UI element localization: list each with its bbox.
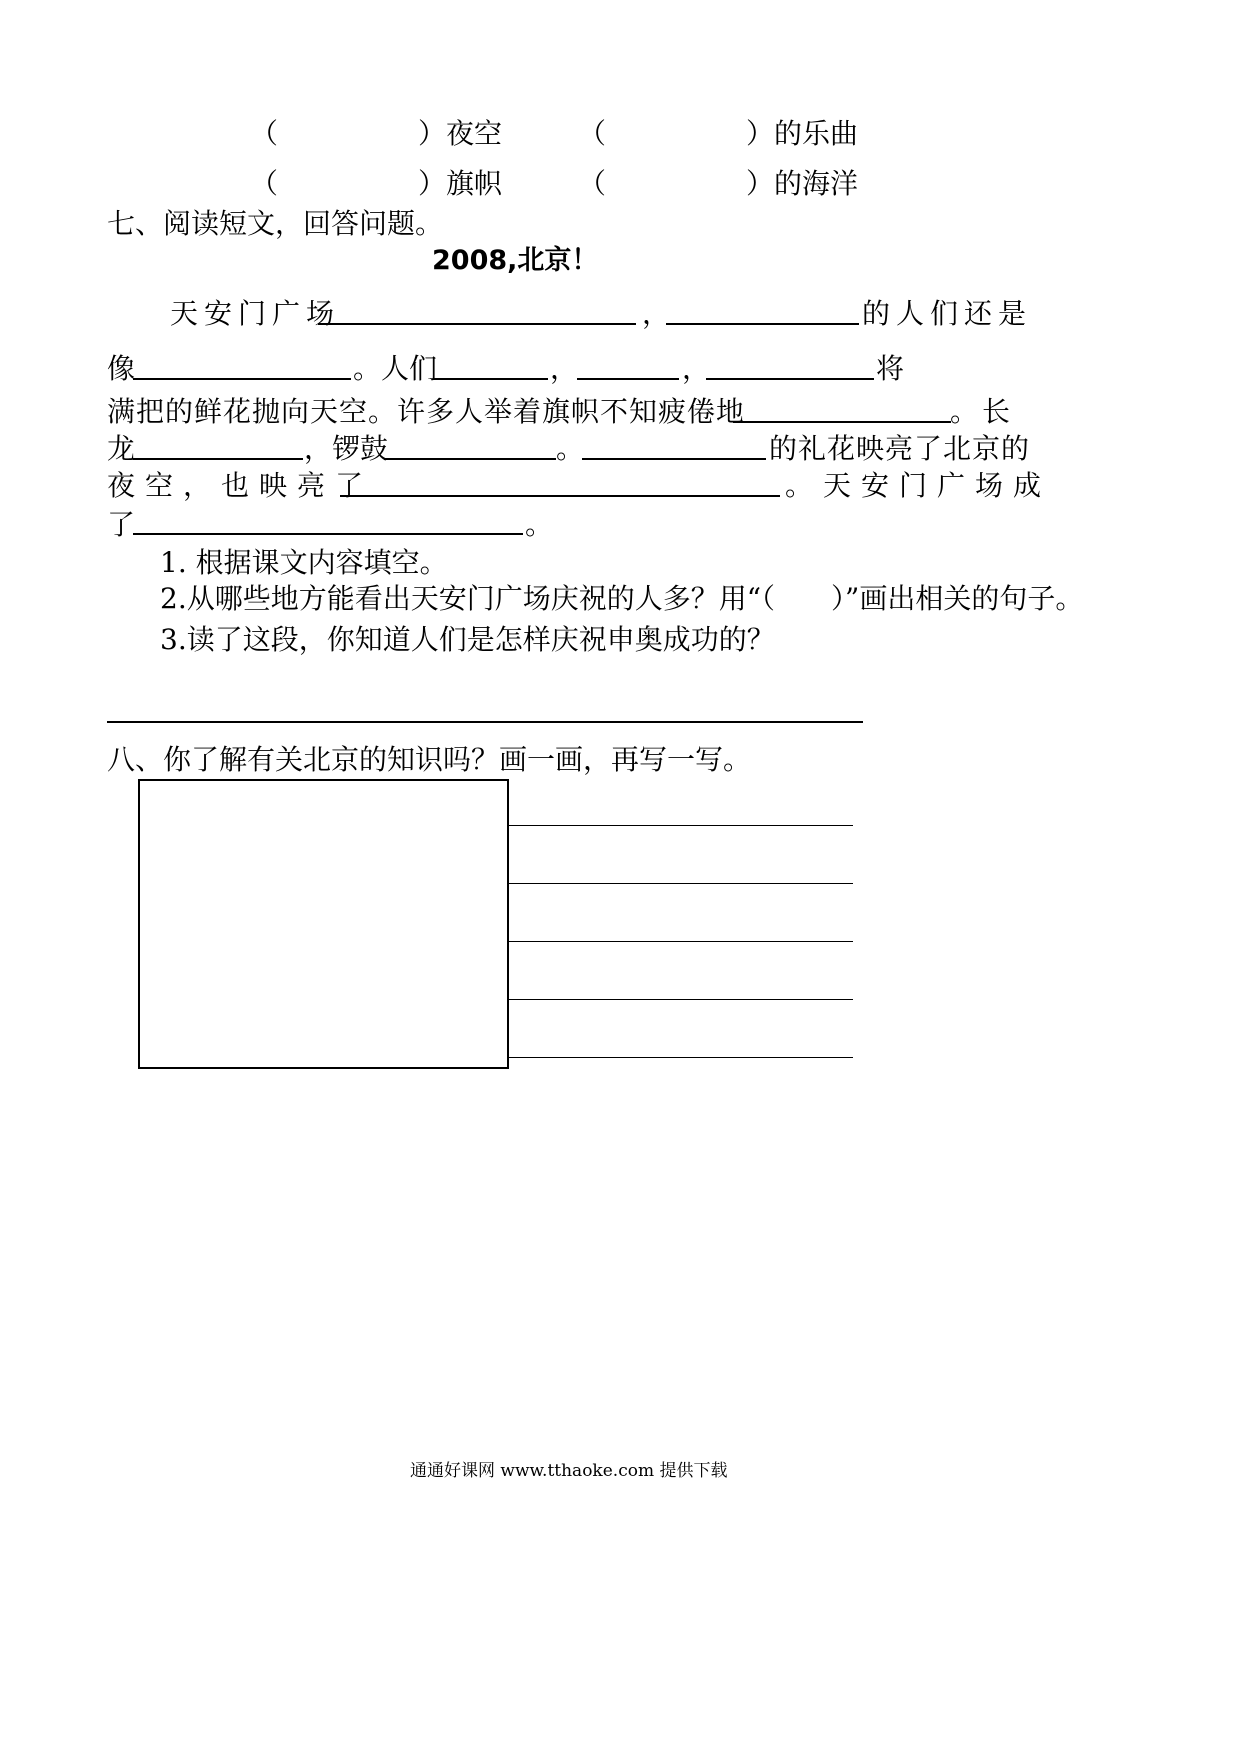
passage-text: 了 <box>107 508 136 541</box>
passage-text: 的人们还是 <box>862 297 1033 330</box>
writing-line[interactable] <box>509 1057 853 1058</box>
writing-line[interactable] <box>509 883 853 884</box>
blank-line[interactable] <box>384 458 556 460</box>
passage-text: 天安门广场 <box>170 297 341 330</box>
blank-line[interactable] <box>706 378 874 380</box>
passage-text: 满把的鲜花抛向天空。许多人举着旗帜不知疲倦地 <box>107 395 746 428</box>
blank-line[interactable] <box>577 378 679 380</box>
footer-text: 通通好课网 www.tthaoke.com 提供下载 <box>410 1461 728 1481</box>
question-2: 2.从哪些地方能看出天安门广场庆祝的人多？用“（ ）”画出相关的句子。 <box>160 582 1084 615</box>
drawing-box[interactable] <box>138 779 509 1069</box>
blank-line[interactable] <box>733 421 951 423</box>
section-7-heading: 七、阅读短文，回答问题。 <box>107 207 444 240</box>
question-1: 1. 根据课文内容填空。 <box>160 546 448 579</box>
blank-line[interactable] <box>133 533 523 535</box>
passage-text: 夜空，也映亮了 <box>107 469 374 502</box>
blank-line[interactable] <box>582 458 766 460</box>
passage-text: 像 <box>107 352 136 385</box>
passage-title: 2008,北京！ <box>432 245 599 276</box>
passage-text: 的礼花映亮了北京的 <box>769 432 1031 465</box>
passage-text: 。长 <box>950 395 1015 428</box>
passage-text: 。 <box>525 508 554 541</box>
blank-line[interactable] <box>340 495 780 497</box>
blank-line[interactable] <box>133 458 303 460</box>
writing-line[interactable] <box>509 999 853 1000</box>
passage-text: ， <box>642 297 671 330</box>
passage-text: 。人们 <box>353 352 438 385</box>
writing-line[interactable] <box>509 941 853 942</box>
writing-line[interactable] <box>509 825 853 826</box>
passage-text: 。天安门广场成 <box>785 469 1052 502</box>
pair-music: （ ）的乐曲 <box>578 117 859 150</box>
passage-text: 将 <box>876 352 905 385</box>
passage-text: ， <box>550 352 579 385</box>
passage-text: 龙 <box>107 432 136 465</box>
pair-night-sky: （ ）夜空 <box>250 117 503 150</box>
passage-text: ，锣鼓 <box>304 432 389 465</box>
passage-text: 。 <box>556 432 585 465</box>
section-8-heading: 八、你了解有关北京的知识吗？画一画，再写一写。 <box>107 743 752 776</box>
question-3: 3.读了这段，你知道人们是怎样庆祝申奥成功的？ <box>160 623 775 656</box>
answer-line[interactable] <box>107 721 863 723</box>
blank-line[interactable] <box>318 323 636 325</box>
blank-line[interactable] <box>433 378 548 380</box>
blank-line[interactable] <box>666 323 859 325</box>
pair-flag: （ ）旗帜 <box>250 167 503 200</box>
blank-line[interactable] <box>133 378 351 380</box>
passage-text: ， <box>682 352 711 385</box>
pair-ocean: （ ）的海洋 <box>578 167 859 200</box>
